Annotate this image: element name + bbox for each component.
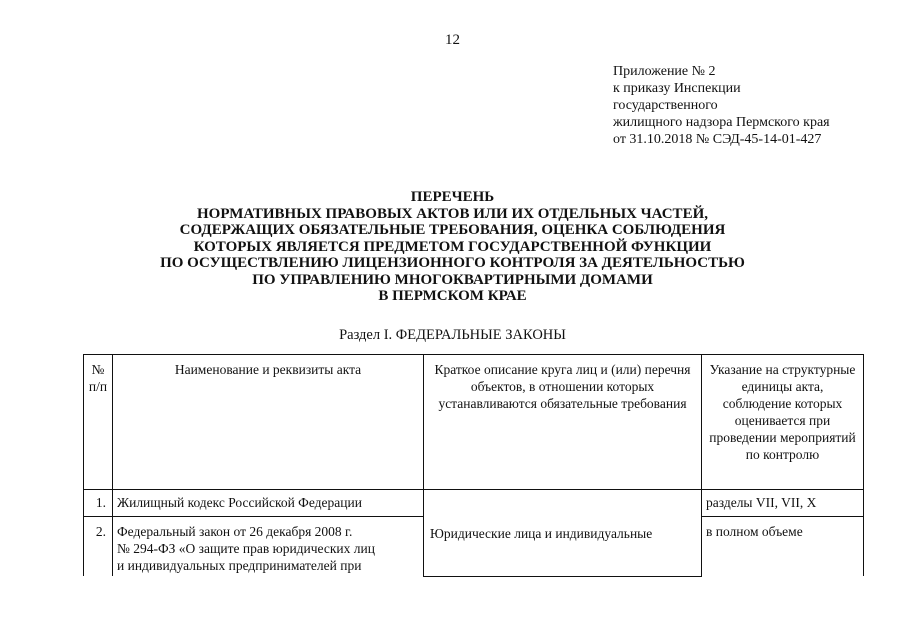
row-act-name bbox=[113, 490, 424, 517]
header-number bbox=[84, 355, 113, 490]
title-line: НОРМАТИВНЫХ ПРАВОВЫХ АКТОВ ИЛИ ИХ ОТДЕЛЬНЫХ ЧАСТЕЙ, bbox=[196, 205, 708, 222]
page-number: 12 bbox=[445, 32, 460, 48]
row-number: 1. bbox=[84, 490, 113, 517]
appendix-line: государственного bbox=[613, 98, 718, 113]
act-name-line: Федеральный закон от 26 декабря 2008 г. bbox=[117, 524, 353, 539]
title-line: ПЕРЕЧЕНЬ bbox=[410, 189, 495, 205]
title-line: В ПЕРМСКОМ КРАЕ bbox=[378, 288, 527, 304]
table-row bbox=[84, 490, 864, 517]
row-structural-units: разделы VII, VII, X bbox=[702, 490, 864, 517]
appendix-line: жилищного надзора Пермского края bbox=[613, 115, 830, 130]
title-line: КОТОРЫХ ЯВЛЯЕТСЯ ПРЕДМЕТОМ ГОСУДАРСТВЕННОЙ ФУНКЦИИ bbox=[193, 238, 712, 255]
title-line: ПО УПРАВЛЕНИЮ МНОГОКВАРТИРНЫМИ ДОМАМИ bbox=[252, 271, 653, 288]
row-structural-units: в полном объеме bbox=[702, 517, 864, 577]
appendix-line: от 31.10.2018 № СЭД-45-14-01-427 bbox=[613, 132, 822, 147]
title-line: ПО ОСУЩЕСТВЛЕНИЮ ЛИЦЕНЗИОННОГО КОНТРОЛЯ ЗА ДЕЯТЕЛЬНОСТЬЮ bbox=[160, 255, 745, 271]
section-heading: Раздел I. ФЕДЕРАЛЬНЫЕ ЗАКОНЫ bbox=[339, 327, 566, 343]
table-header-row bbox=[84, 355, 864, 490]
header-number-line1: № bbox=[91, 362, 105, 377]
header-number-line2: п/п bbox=[88, 379, 108, 394]
act-name-line: и индивидуальных предпринимателей при bbox=[117, 558, 362, 573]
header-structural-units: Указание на структурные единицы акта, соблюдение которых оценивается при проведении мероприятий по контролю bbox=[702, 355, 864, 490]
act-name-line: Жилищный кодекс Российской Федерации bbox=[117, 495, 362, 510]
row-description: Юридические лица и индивидуальные bbox=[424, 490, 702, 577]
appendix-line: Приложение № 2 bbox=[613, 64, 716, 79]
row-act-name bbox=[113, 517, 424, 577]
appendix-line: к приказу Инспекции bbox=[613, 81, 741, 96]
document-title bbox=[0, 189, 905, 305]
title-line: СОДЕРЖАЩИХ ОБЯЗАТЕЛЬНЫЕ ТРЕБОВАНИЯ, ОЦЕНКА СОБЛЮДЕНИЯ bbox=[179, 222, 726, 238]
header-act-name: Наименование и реквизиты акта bbox=[113, 355, 424, 490]
appendix-note bbox=[613, 63, 830, 148]
row-number: 2. bbox=[84, 517, 113, 577]
act-name-line: № 294-ФЗ «О защите прав юридических лиц bbox=[117, 541, 375, 556]
acts-table bbox=[83, 354, 864, 577]
header-description: Краткое описание круга лиц и (или) перечня объектов, в отношении которых устанавливаются обязательные требования bbox=[424, 355, 702, 490]
